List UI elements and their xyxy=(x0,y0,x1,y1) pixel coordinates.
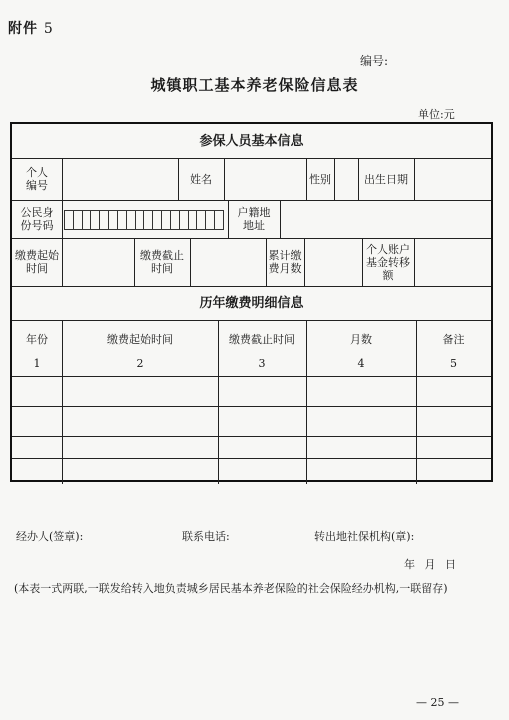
pay-end-label: 缴费截止 时间 xyxy=(140,249,184,275)
total-months-label: 累计缴 费月数 xyxy=(268,249,302,275)
serial-number-label: 编号: xyxy=(360,54,389,68)
id-number-label: 公民身 份号码 xyxy=(20,206,54,232)
col-notes-index: 5 xyxy=(450,356,457,370)
section-basic-title: 参保人员基本信息 xyxy=(199,133,304,149)
table-row[interactable] xyxy=(12,376,491,406)
birth-date-label: 出生日期 xyxy=(364,172,408,186)
col-end-index: 3 xyxy=(258,356,266,370)
date-label: 年 月 日 xyxy=(404,558,456,571)
section-history-title: 历年缴费明细信息 xyxy=(199,295,304,311)
col-end-header: 缴费截止时间 xyxy=(229,332,295,346)
pay-end-field[interactable] xyxy=(190,238,266,286)
gender-field[interactable] xyxy=(334,158,358,200)
pay-start-field[interactable] xyxy=(62,238,134,286)
table-row[interactable] xyxy=(12,436,491,458)
col-start-index: 2 xyxy=(136,356,144,370)
birth-date-field[interactable] xyxy=(414,158,491,200)
handler-signature-label: 经办人(签章): xyxy=(16,530,84,543)
col-year-header: 年份 xyxy=(26,332,48,346)
name-field[interactable] xyxy=(224,158,306,200)
attachment-label: 附件 5 xyxy=(8,21,54,37)
col-months-header: 月数 xyxy=(350,332,372,346)
col-notes-header: 备注 xyxy=(442,332,465,346)
col-months-index: 4 xyxy=(357,356,365,370)
household-address-field[interactable] xyxy=(280,200,491,238)
unit-label: 单位:元 xyxy=(418,108,455,121)
personal-number-field[interactable] xyxy=(62,158,178,200)
table-row[interactable] xyxy=(12,458,491,480)
page-number: — 25 — xyxy=(416,696,459,709)
gender-label: 性别 xyxy=(309,172,331,186)
account-transfer-field[interactable] xyxy=(414,238,491,286)
name-label: 姓名 xyxy=(190,172,212,186)
pay-start-label: 缴费起始 时间 xyxy=(15,249,59,275)
col-year-index: 1 xyxy=(33,356,41,370)
info-table xyxy=(10,122,493,482)
account-transfer-label: 个人账户 基金转移 额 xyxy=(366,242,410,282)
form-title: 城镇职工基本养老保险信息表 xyxy=(150,76,359,94)
total-months-field[interactable] xyxy=(304,238,362,286)
id-number-boxes[interactable] xyxy=(64,210,224,230)
contact-phone-label: 联系电话: xyxy=(182,530,230,543)
transfer-org-label: 转出地社保机构(章): xyxy=(314,530,415,543)
personal-number-label: 个人 编号 xyxy=(26,166,48,192)
table-row[interactable] xyxy=(12,406,491,436)
col-start-header: 缴费起始时间 xyxy=(107,332,173,346)
form-note: (本表一式两联,一联发给转入地负责城乡居民基本养老保险的社会保险经办机构,一联留存) xyxy=(14,582,448,595)
household-address-label: 户籍地 地址 xyxy=(237,206,271,232)
